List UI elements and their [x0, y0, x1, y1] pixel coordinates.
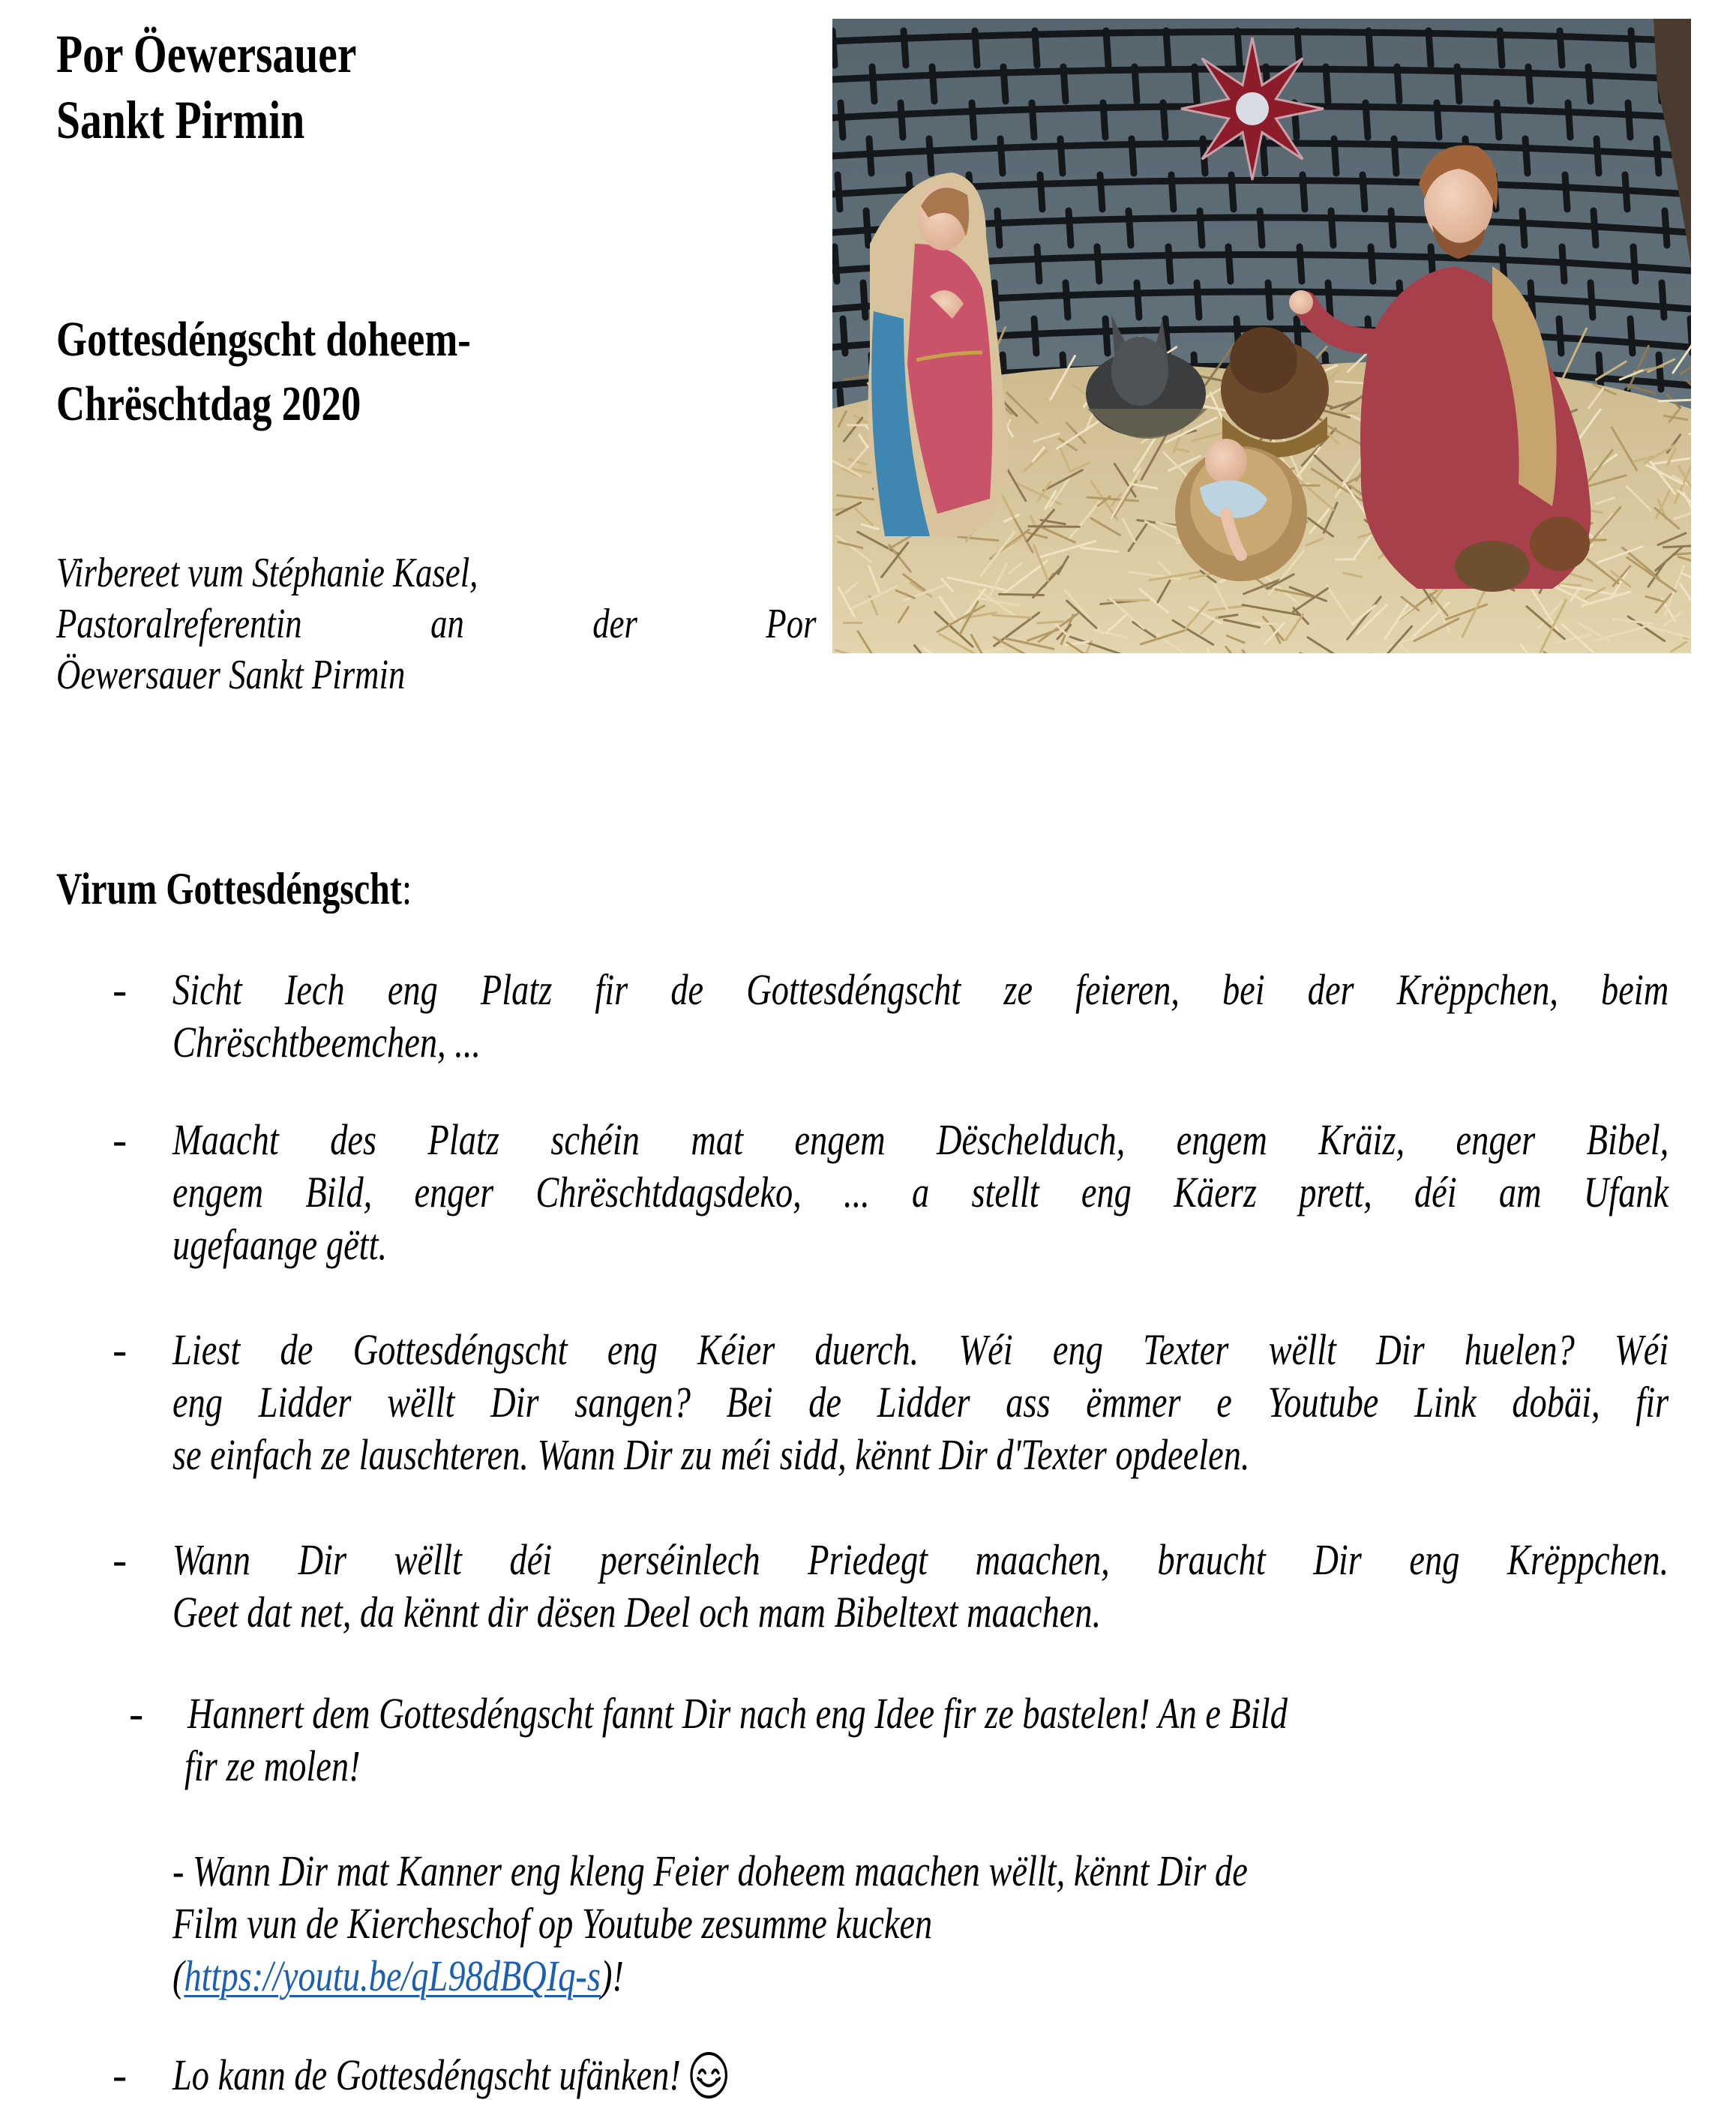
brick-joint-line — [1166, 31, 1168, 65]
brick-joint-line — [1171, 175, 1174, 209]
brick-joint-line — [1303, 175, 1305, 209]
youtube-link[interactable]: https://youtu.be/qL98dBQIq-s — [184, 1952, 601, 2000]
brick-joint-line — [1034, 319, 1036, 353]
brick-joint-line — [1237, 31, 1240, 65]
brick-joint-line — [1562, 247, 1564, 281]
brick-joint-line — [901, 103, 903, 137]
brick-joint-line — [1429, 31, 1431, 65]
brick-joint-line — [997, 211, 1000, 245]
brick-joint-line — [1628, 103, 1630, 137]
brick-joint-line — [904, 31, 906, 65]
subtitle-line-1: Gottesdéngscht doheem- — [56, 312, 471, 367]
brick-joint-line — [1594, 211, 1596, 245]
kids-note-line-3 — [172, 1950, 1669, 2002]
brick-joint-line — [866, 211, 868, 245]
brick-joint-line — [1069, 211, 1071, 245]
brick-joint-line — [863, 283, 865, 317]
instruction-line: Sicht Iech eng Platz fir de Gottesdéngscht ze feieren, bei der Krëppchen, beim — [172, 965, 1669, 1014]
instruction-line: Hannert dem Gottesdéngscht fannt Dir nach eng Idee fir ze bastelen! An e Bild — [187, 1689, 1288, 1738]
brick-joint-line — [1100, 175, 1102, 209]
brick-joint-line — [1565, 175, 1567, 209]
brick-joint-line — [1066, 283, 1068, 317]
bullet-dash: - — [112, 1325, 127, 1374]
brick-joint-line — [1328, 283, 1330, 317]
brick-joint-line — [1032, 103, 1034, 137]
open-paren: ( — [172, 1952, 184, 2000]
brick-joint-line — [1037, 247, 1039, 281]
brick-joint-line — [1040, 175, 1042, 209]
close-paren: )! — [600, 1952, 624, 2000]
brick-joint-line — [1268, 283, 1270, 317]
brick-joint-line — [1060, 139, 1063, 173]
brick-joint-line — [838, 175, 840, 209]
brick-joint-line — [1000, 139, 1003, 173]
brick-joint-line — [835, 247, 837, 281]
brick-joint-line — [1630, 319, 1633, 353]
brick-joint-line — [1568, 103, 1570, 137]
author-word: Pastoralreferentin — [56, 601, 302, 647]
brick-joint-line — [1231, 175, 1234, 209]
brick-joint-line — [1163, 103, 1165, 137]
brick-joint-line — [1035, 31, 1037, 65]
author-line-3: Öewersauer Sankt Pirmin — [56, 652, 406, 698]
author-word: Por — [766, 601, 817, 647]
instruction-line: se einfach ze lauschteren. Wann Dir zu méi sidd, kënnt Dir d'Texter opdeelen. — [172, 1430, 1250, 1479]
brick-joint-line — [1591, 283, 1593, 317]
star — [1181, 38, 1324, 180]
instruction-line: fir ze molen! — [184, 1742, 361, 1790]
brick-joint-line — [1657, 139, 1659, 173]
final-instruction-text: Lo kann de Gottesdéngscht ufänken! — [172, 2050, 681, 2099]
brick-joint-line — [1559, 319, 1561, 353]
instruction-line: Maacht des Platz schéin mat engem Dëschelduch, engem Kräiz, enger Bibel, — [172, 1115, 1669, 1164]
brick-joint-line — [832, 31, 835, 65]
brick-joint-line — [1665, 211, 1667, 245]
kids-note-line-1: - Wann Dir mat Kanner eng kleng Feier doheem maachen wëllt, kënnt Dir de — [172, 1846, 1248, 1895]
brick-joint-line — [1369, 31, 1371, 65]
instruction-line: Geet dat net, da kënnt dir dësen Deel och mam Bibeltext maachen. — [172, 1588, 1102, 1636]
brick-joint-line — [1659, 355, 1661, 389]
brick-joint-line — [1457, 67, 1459, 101]
instruction-line: eng Lidder wëllt Dir sangen? Bei de Lidder ass ëmmer e Youtube Link dobäi, fir — [172, 1378, 1669, 1426]
brick-joint-line — [1528, 67, 1531, 101]
brick-joint-line — [1063, 67, 1066, 101]
title-line-2: Sankt Pirmin — [56, 90, 305, 150]
brick-joint-line — [1588, 67, 1591, 101]
brick-joint-line — [1103, 103, 1105, 137]
brick-joint-line — [1397, 67, 1399, 101]
brick-joint-line — [1625, 175, 1627, 209]
brick-joint-line — [1631, 31, 1633, 65]
title-line-1: Por Öewersauer — [56, 24, 357, 84]
brick-joint-line — [1300, 247, 1302, 281]
section-heading — [56, 862, 1106, 915]
author-line-1: Virbereet vum Stéphanie Kasel, — [56, 550, 478, 596]
brick-joint-line — [841, 103, 843, 137]
brick-joint-line — [1168, 247, 1171, 281]
author-word: der — [592, 601, 637, 647]
brick-joint-line — [1334, 139, 1336, 173]
brick-joint-line — [929, 139, 931, 173]
kids-note-line-2: Film vun de Kiercheschof op Youtube zesumme kucken — [172, 1899, 933, 1948]
brick-joint-line — [869, 139, 871, 173]
brick-joint-line — [1437, 103, 1439, 137]
smiling-face-icon — [689, 2050, 729, 2112]
subtitle-line-2: Chrëschtdag 2020 — [56, 376, 361, 431]
brick-joint-line — [1200, 211, 1202, 245]
brick-joint-line — [1106, 31, 1108, 65]
brick-joint-line — [1633, 247, 1636, 281]
brick-joint-line — [1097, 247, 1099, 281]
brick-joint-line — [1105, 319, 1108, 353]
instruction-line: ugefaange gëtt. — [172, 1220, 388, 1269]
bullet-dash: - — [129, 1689, 144, 1738]
bullet-dash: - — [112, 965, 127, 1014]
brick-joint-line — [1137, 283, 1139, 317]
brick-joint-line — [1326, 67, 1328, 101]
brick-joint-line — [1371, 247, 1373, 281]
instruction-line: Wann Dir wëllt déi perséinlech Priedegt maachen, braucht Dir eng Krëppchen. — [172, 1535, 1669, 1584]
nativity-scene-image — [832, 19, 1691, 653]
author-line-2 — [56, 598, 817, 650]
brick-joint-line — [1331, 211, 1333, 245]
brick-joint-line — [1260, 211, 1262, 245]
brick-joint-line — [1560, 31, 1562, 65]
brick-joint-line — [1597, 139, 1599, 173]
brick-joint-line — [1003, 67, 1006, 101]
brick-joint-line — [1391, 211, 1393, 245]
brick-joint-line — [1263, 139, 1265, 173]
brick-joint-line — [1132, 139, 1134, 173]
section-heading-text: Virum Gottesdéngscht — [56, 864, 402, 914]
instruction-line: engem Bild, enger Chrëschtdagsdeko, ... a stellt eng Käerz prett, déi am Ufank — [172, 1168, 1669, 1216]
bullet-dash: - — [112, 1535, 127, 1584]
brick-joint-line — [1497, 103, 1499, 137]
straw-strand — [1029, 526, 1079, 527]
brick-joint-line — [1366, 103, 1368, 137]
straw-strand — [1255, 623, 1277, 624]
brick-joint-line — [843, 319, 845, 353]
author-word: an — [430, 601, 464, 647]
brick-joint-line — [1525, 139, 1528, 173]
nativity-photo — [832, 19, 1691, 653]
brick-joint-line — [1129, 211, 1131, 245]
brick-joint-line — [1599, 355, 1601, 389]
brick-joint-line — [872, 67, 874, 101]
brick-joint-line — [1662, 283, 1664, 317]
brick-joint-line — [975, 31, 977, 65]
bullet-dash: - — [112, 1115, 127, 1164]
brick-joint-line — [1197, 283, 1199, 317]
bullet-dash: - — [112, 2050, 127, 2099]
brick-joint-line — [1522, 211, 1525, 245]
brick-joint-line — [932, 67, 934, 101]
brick-joint-line — [1135, 67, 1137, 101]
instruction-line: Chrëschtbeemchen, ... — [172, 1018, 481, 1066]
brick-joint-line — [1195, 67, 1197, 101]
brick-joint-line — [1500, 31, 1502, 65]
instruction-line: Liest de Gottesdéngscht eng Kéier duerch. Wéi eng Texter wëllt Dir huelen? Wéi — [172, 1325, 1669, 1374]
straw-strand — [1000, 594, 1044, 595]
section-heading-colon: : — [401, 864, 412, 914]
brick-joint-line — [972, 103, 974, 137]
brick-joint-line — [994, 283, 997, 317]
brick-joint-line — [1228, 247, 1231, 281]
brick-joint-line — [1363, 175, 1365, 209]
brick-joint-line — [1394, 139, 1396, 173]
